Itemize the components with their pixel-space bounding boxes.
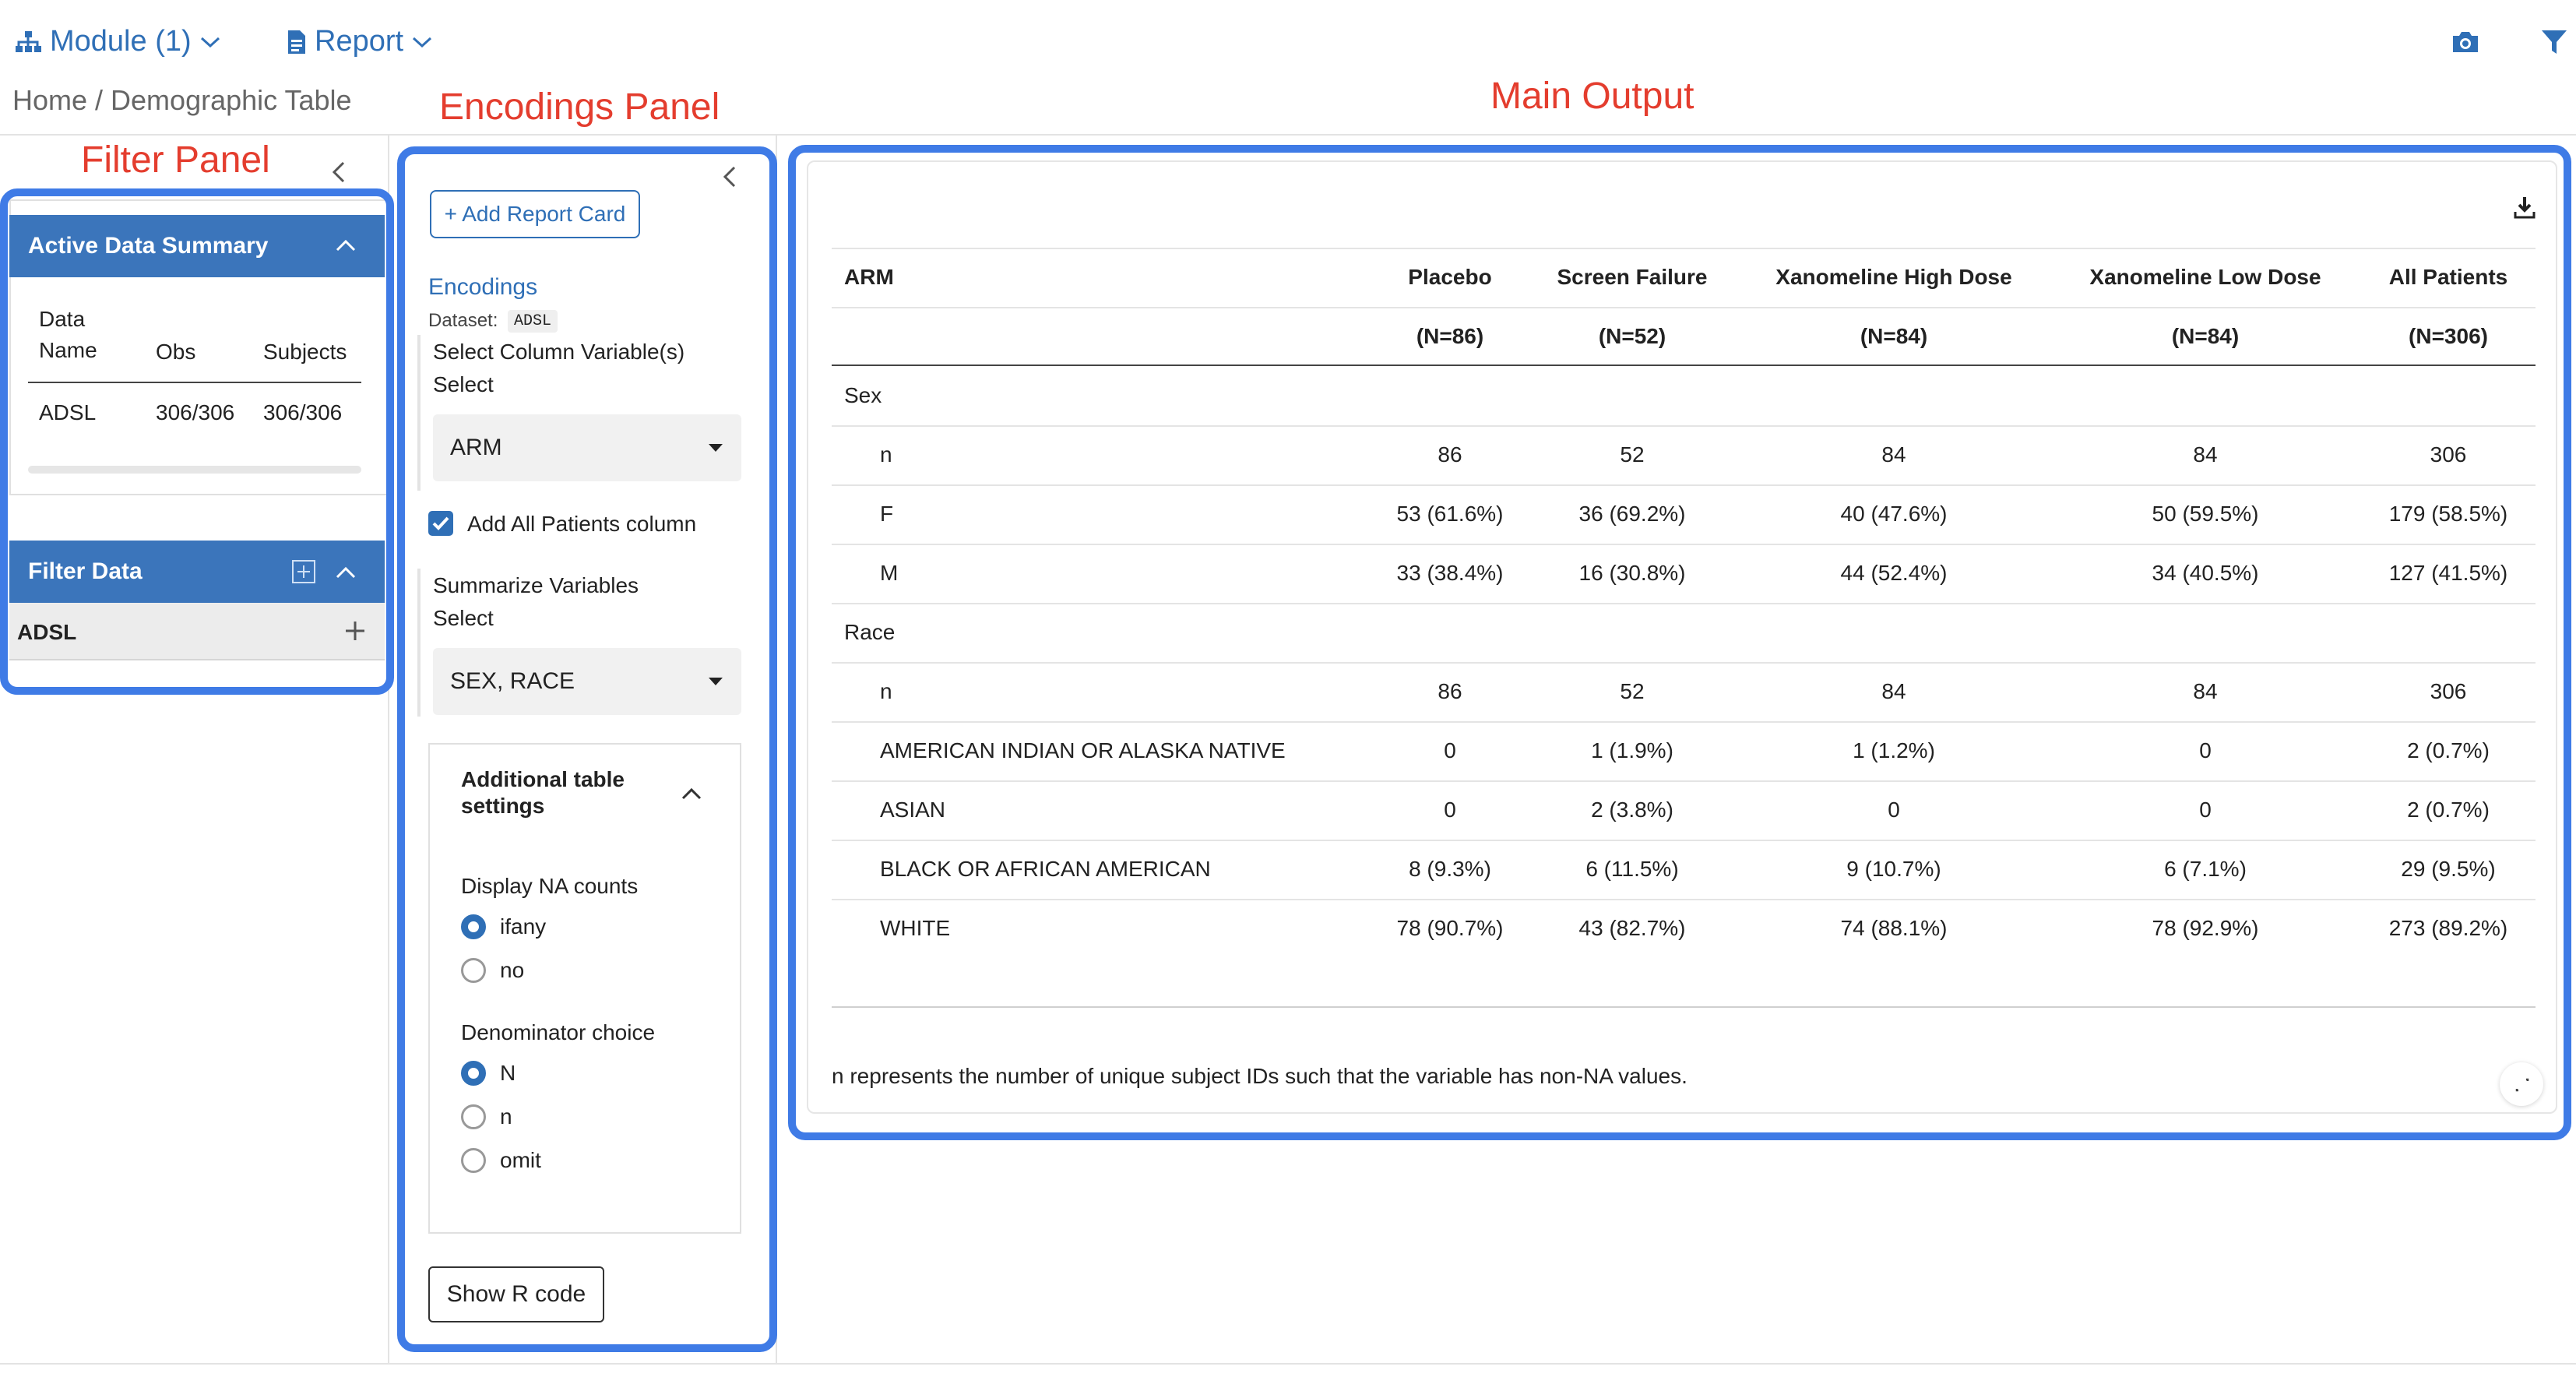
table-cell: 78 (90.7%)	[1396, 916, 1504, 940]
chevron-up-icon	[335, 238, 357, 252]
table-row-label: M	[880, 561, 899, 585]
na-ifany-radio[interactable]	[461, 914, 486, 939]
summarize-variables-value: SEX, RACE	[450, 668, 575, 694]
table-header-low-dose: Xanomeline Low Dose	[2089, 265, 2321, 289]
filter-icon[interactable]	[2540, 28, 2568, 56]
expand-button[interactable]	[2500, 1062, 2543, 1106]
table-row-label: BLACK OR AFRICAN AMERICAN	[880, 857, 1211, 881]
active-data-summary-header[interactable]	[9, 215, 385, 277]
table-cell: 6 (11.5%)	[1585, 857, 1679, 881]
denominator-n-radio[interactable]	[461, 1104, 486, 1129]
table-cell: 84	[1881, 679, 1906, 703]
table-n-screen-failure: (N=52)	[1598, 324, 1666, 348]
active-data-summary-title: Active Data Summary	[28, 233, 269, 259]
table-row-label: ASIAN	[880, 798, 946, 822]
main-output-annotation: Main Output	[1490, 76, 1694, 117]
table-cell: 52	[1620, 442, 1645, 467]
table-cell: 273 (89.2%)	[2388, 916, 2508, 940]
additional-settings-title-line2: settings	[461, 794, 545, 818]
dropdown-caret-icon	[709, 678, 723, 685]
summary-row-subjects: 306/306	[263, 400, 343, 424]
table-cell: 84	[1881, 442, 1906, 467]
chevron-down-icon	[411, 34, 433, 50]
table-cell: 53 (61.6%)	[1396, 502, 1504, 526]
na-no-radio[interactable]	[461, 958, 486, 983]
denominator-n-label: n	[500, 1104, 512, 1129]
additional-settings-header[interactable]	[461, 766, 625, 819]
table-row-label: WHITE	[880, 916, 951, 940]
module-label: Module (1)	[50, 25, 192, 58]
horizontal-scrollbar[interactable]	[28, 466, 361, 474]
report-label: Report	[315, 25, 404, 58]
chevron-up-icon[interactable]	[681, 787, 702, 801]
table-row-label: n	[880, 442, 892, 467]
filter-dataset-label: ADSL	[17, 620, 77, 644]
table-cell: 86	[1438, 442, 1462, 467]
collapse-filter-panel-icon[interactable]	[330, 160, 347, 184]
table-footnote: n represents the number of unique subject IDs such that the variable has non-NA values.	[832, 1064, 1687, 1088]
summary-row-obs: 306/306	[156, 400, 235, 424]
add-all-patients-label: Add All Patients column	[467, 512, 697, 536]
denominator-N-radio[interactable]	[461, 1061, 486, 1086]
dataset-badge: ADSL	[508, 310, 558, 333]
column-variable-select[interactable]	[433, 414, 741, 481]
na-no-label: no	[500, 958, 525, 982]
table-cell: 33 (38.4%)	[1396, 561, 1504, 585]
table-cell: 43 (82.7%)	[1578, 916, 1686, 940]
table-n-all-patients: (N=306)	[2409, 324, 2488, 348]
table-group-label: Race	[844, 620, 896, 644]
table-cell: 84	[2193, 679, 2218, 703]
table-cell: 86	[1438, 679, 1462, 703]
filter-data-header[interactable]	[9, 541, 385, 603]
add-filter-icon[interactable]	[291, 559, 316, 584]
table-cell: 0	[2199, 798, 2212, 822]
filter-dataset-row[interactable]	[9, 603, 385, 660]
table-cell: 50 (59.5%)	[2152, 502, 2259, 526]
table-cell: 44 (52.4%)	[1840, 561, 1948, 585]
sitemap-icon	[14, 30, 42, 54]
table-cell: 306	[2430, 442, 2467, 467]
table-cell: 127 (41.5%)	[2388, 561, 2508, 585]
filter-panel-annotation: Filter Panel	[81, 139, 270, 181]
table-n-low-dose: (N=84)	[2171, 324, 2240, 348]
table-cell: 8 (9.3%)	[1409, 857, 1491, 881]
chevron-down-icon	[199, 34, 221, 50]
main-output-card	[807, 160, 2557, 1114]
denominator-label: Denominator choice	[461, 1020, 656, 1044]
table-cell: 2 (3.8%)	[1591, 798, 1673, 822]
summary-col-data-name: Data Name	[39, 307, 97, 362]
dataset-label: Dataset:	[428, 310, 498, 331]
na-counts-label: Display NA counts	[461, 874, 639, 898]
add-all-patients-checkbox[interactable]	[428, 511, 453, 536]
denominator-N-label: N	[500, 1061, 516, 1085]
column-variable-label: Select Column Variable(s)	[433, 340, 685, 364]
denominator-omit-label: omit	[500, 1148, 541, 1172]
additional-settings-title-line1: Additional table	[461, 767, 625, 791]
table-header-screen-failure: Screen Failure	[1557, 265, 1708, 289]
table-n-high-dose: (N=84)	[1860, 324, 1928, 348]
table-cell: 36 (69.2%)	[1578, 502, 1686, 526]
breadcrumb: Home / Demographic Table	[12, 84, 352, 116]
summary-row-name: ADSL	[39, 400, 97, 424]
table-group-label: Sex	[844, 383, 882, 407]
summary-col-subjects: Subjects	[263, 340, 347, 364]
module-menu[interactable]	[14, 25, 221, 58]
table-cell: 179 (58.5%)	[2388, 502, 2508, 526]
table-cell: 1 (1.2%)	[1853, 738, 1935, 762]
show-r-code-button[interactable]: Show R code	[428, 1266, 604, 1322]
table-row-label: n	[880, 679, 892, 703]
summary-col-obs: Obs	[156, 340, 196, 364]
table-cell: 0	[1444, 738, 1456, 762]
filter-data-title: Filter Data	[28, 558, 143, 584]
table-cell: 2 (0.7%)	[2407, 738, 2490, 762]
table-n-placebo: (N=86)	[1416, 324, 1484, 348]
chevron-up-icon[interactable]	[335, 565, 357, 579]
column-variable-placeholder: Select	[433, 372, 494, 396]
table-cell: 0	[2199, 738, 2212, 762]
table-header-arm: ARM	[844, 265, 894, 289]
report-document-icon	[287, 29, 307, 55]
add-report-card-button[interactable]: + Add Report Card	[430, 190, 640, 238]
summarize-variables-placeholder: Select	[433, 606, 494, 630]
table-cell: 2 (0.7%)	[2407, 798, 2490, 822]
table-cell: 0	[1888, 798, 1900, 822]
summarize-variables-select[interactable]	[433, 648, 741, 715]
column-variable-value: ARM	[450, 435, 502, 460]
denominator-omit-radio[interactable]	[461, 1148, 486, 1173]
collapse-encodings-panel-icon[interactable]	[721, 165, 738, 188]
camera-icon[interactable]	[2450, 30, 2481, 55]
table-header-all-patients: All Patients	[2388, 265, 2508, 289]
table-cell: 74 (88.1%)	[1840, 916, 1948, 940]
table-cell: 52	[1620, 679, 1645, 703]
dropdown-caret-icon	[709, 444, 723, 452]
table-cell: 6 (7.1%)	[2164, 857, 2247, 881]
table-cell: 0	[1444, 798, 1456, 822]
table-row-label: F	[880, 502, 894, 526]
table-cell: 40 (47.6%)	[1840, 502, 1948, 526]
expand-icon	[2500, 1062, 2543, 1106]
plus-icon[interactable]	[344, 620, 366, 642]
encodings-panel-annotation: Encodings Panel	[439, 86, 720, 128]
table-header-high-dose: Xanomeline High Dose	[1775, 265, 2012, 289]
summarize-variables-label: Summarize Variables	[433, 573, 639, 597]
table-cell: 78 (92.9%)	[2152, 916, 2259, 940]
table-cell: 9 (10.7%)	[1846, 857, 1941, 881]
table-header-placebo: Placebo	[1408, 265, 1492, 289]
table-cell: 34 (40.5%)	[2152, 561, 2259, 585]
table-cell: 16 (30.8%)	[1578, 561, 1686, 585]
na-ifany-label: ifany	[500, 914, 547, 939]
table-cell: 84	[2193, 442, 2218, 467]
table-cell: 29 (9.5%)	[2401, 857, 2496, 881]
report-menu[interactable]	[287, 25, 433, 58]
download-icon[interactable]	[2512, 195, 2537, 220]
table-cell: 306	[2430, 679, 2467, 703]
table-row-label: AMERICAN INDIAN OR ALASKA NATIVE	[880, 738, 1286, 762]
encodings-title: Encodings	[428, 274, 538, 300]
table-cell: 1 (1.9%)	[1591, 738, 1673, 762]
check-icon	[428, 511, 453, 536]
